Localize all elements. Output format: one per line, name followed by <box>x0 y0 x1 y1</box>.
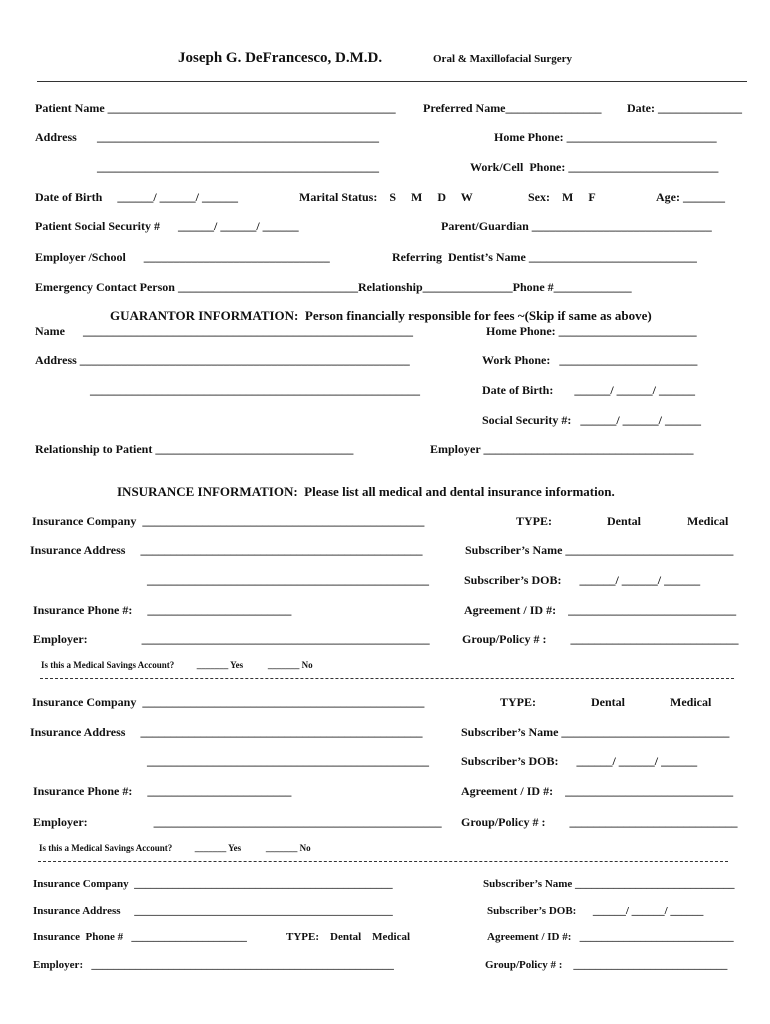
ins3-employer-field[interactable]: Employer: _______________________________________________________ <box>33 959 394 971</box>
ins2-address-field[interactable]: Insurance Address _______________________________________________ <box>30 725 423 739</box>
date-field[interactable]: Date: ______________ <box>627 101 742 115</box>
insurance-heading: INSURANCE INFORMATION: Please list all medical and dental insurance information. <box>117 484 615 499</box>
patient-ssn-field[interactable]: Patient Social Security # ______/ ______/ ______ <box>35 219 299 233</box>
marital-status-options[interactable]: Marital Status: S M D W <box>299 190 473 204</box>
ins2-address-line-2[interactable]: _______________________________________________ <box>147 754 429 768</box>
ins3-subscriber-dob-field[interactable]: Subscriber’s DOB: ______/ ______/ ______ <box>487 905 704 917</box>
ins1-type-label: TYPE: <box>516 514 552 528</box>
address-line-1[interactable]: _______________________________________________ <box>97 130 379 144</box>
ins3-group-policy-field[interactable]: Group/Policy # : ____________________________ <box>485 959 728 971</box>
ins1-address-field[interactable]: Insurance Address _______________________________________________ <box>30 543 423 557</box>
guarantor-name-field[interactable]: Name _______________________________________________________ <box>35 324 413 338</box>
header-divider <box>37 81 747 82</box>
ins3-phone-field[interactable]: Insurance Phone # _____________________ <box>33 931 247 943</box>
ins1-divider <box>40 678 734 679</box>
referring-dentist-field[interactable]: Referring Dentist’s Name ____________________________ <box>392 250 697 264</box>
ins1-agreement-id-field[interactable]: Agreement / ID #: ____________________________ <box>464 603 737 617</box>
preferred-name-field[interactable]: Preferred Name________________ <box>423 101 602 115</box>
home-phone-field[interactable]: Home Phone: _________________________ <box>494 130 717 144</box>
ins1-phone-field[interactable]: Insurance Phone #: ________________________ <box>33 603 292 617</box>
guarantor-work-phone-field[interactable]: Work Phone: _______________________ <box>482 353 698 367</box>
ins2-group-policy-field[interactable]: Group/Policy # : ____________________________ <box>461 815 738 829</box>
guarantor-employer-field[interactable]: Employer ___________________________________ <box>430 442 694 456</box>
guarantor-address-line-2[interactable]: _______________________________________________________ <box>90 383 420 397</box>
guarantor-heading: GUARANTOR INFORMATION: Person financially responsible for fees ~(Skip if same as above) <box>110 308 652 323</box>
doctor-name: Joseph G. DeFrancesco, D.M.D. <box>178 50 383 66</box>
ins2-type-label: TYPE: <box>500 695 536 709</box>
ins1-msa-question[interactable]: Is this a Medical Savings Account? _______ Yes _______ No <box>41 660 313 670</box>
specialty: Oral & Maxillofacial Surgery <box>433 53 572 65</box>
ins3-company-field[interactable]: Insurance Company _______________________________________________ <box>33 878 393 890</box>
ins2-phone-field[interactable]: Insurance Phone #: ________________________ <box>33 784 292 798</box>
ins3-agreement-id-field[interactable]: Agreement / ID #: ____________________________ <box>487 931 734 943</box>
ins1-employer-field[interactable]: Employer: ________________________________________________ <box>33 632 430 646</box>
ins1-group-policy-field[interactable]: Group/Policy # : ____________________________ <box>462 632 739 646</box>
ins2-agreement-id-field[interactable]: Agreement / ID #: ____________________________ <box>461 784 734 798</box>
relationship-to-patient-field[interactable]: Relationship to Patient _________________________________ <box>35 442 354 456</box>
ins1-address-line-2[interactable]: _______________________________________________ <box>147 573 429 587</box>
emergency-contact-field[interactable]: Emergency Contact Person ______________________________Relationship_______________Phone #_____________ <box>35 280 632 294</box>
ins3-address-field[interactable]: Insurance Address _______________________________________________ <box>33 905 393 917</box>
guarantor-address-field[interactable]: Address _______________________________________________________ <box>35 353 410 367</box>
ins2-employer-field[interactable]: Employer: ________________________________________________ <box>33 815 442 829</box>
ins2-msa-question[interactable]: Is this a Medical Savings Account? _______ Yes _______ No <box>39 843 311 853</box>
ins3-subscriber-name-field[interactable]: Subscriber’s Name _____________________________ <box>483 878 735 890</box>
sex-options[interactable]: Sex: M F <box>528 190 596 204</box>
guarantor-ssn-field[interactable]: Social Security #: ______/ ______/ ______ <box>482 413 701 427</box>
address-line-2[interactable]: _______________________________________________ <box>97 160 379 174</box>
work-cell-phone-field[interactable]: Work/Cell Phone: _________________________ <box>470 160 719 174</box>
date-of-birth-field[interactable]: Date of Birth ______/ ______/ ______ <box>35 190 238 204</box>
guarantor-dob-field[interactable]: Date of Birth: ______/ ______/ ______ <box>482 383 695 397</box>
ins1-subscriber-name-field[interactable]: Subscriber’s Name ____________________________ <box>465 543 734 557</box>
ins3-type-options[interactable]: TYPE: Dental Medical <box>286 931 411 943</box>
employer-school-field[interactable]: Employer /School _______________________________ <box>35 250 330 264</box>
ins2-type-medical[interactable]: Medical <box>670 695 712 709</box>
guarantor-home-phone-field[interactable]: Home Phone: _______________________ <box>486 324 697 338</box>
ins1-type-dental[interactable]: Dental <box>607 514 641 528</box>
ins2-company-field[interactable]: Insurance Company _______________________________________________ <box>32 695 425 709</box>
patient-name-field[interactable]: Patient Name ________________________________________________ <box>35 101 396 115</box>
ins2-type-dental[interactable]: Dental <box>591 695 625 709</box>
ins2-divider <box>38 861 728 862</box>
ins1-subscriber-dob-field[interactable]: Subscriber’s DOB: ______/ ______/ ______ <box>464 573 701 587</box>
ins1-company-field[interactable]: Insurance Company _______________________________________________ <box>32 514 425 528</box>
ins2-subscriber-dob-field[interactable]: Subscriber’s DOB: ______/ ______/ ______ <box>461 754 698 768</box>
age-field[interactable]: Age: _______ <box>656 190 725 204</box>
parent-guardian-field[interactable]: Parent/Guardian ______________________________ <box>441 219 712 233</box>
address-label: Address <box>35 130 77 144</box>
ins2-subscriber-name-field[interactable]: Subscriber’s Name ____________________________ <box>461 725 730 739</box>
ins1-type-medical[interactable]: Medical <box>687 514 729 528</box>
